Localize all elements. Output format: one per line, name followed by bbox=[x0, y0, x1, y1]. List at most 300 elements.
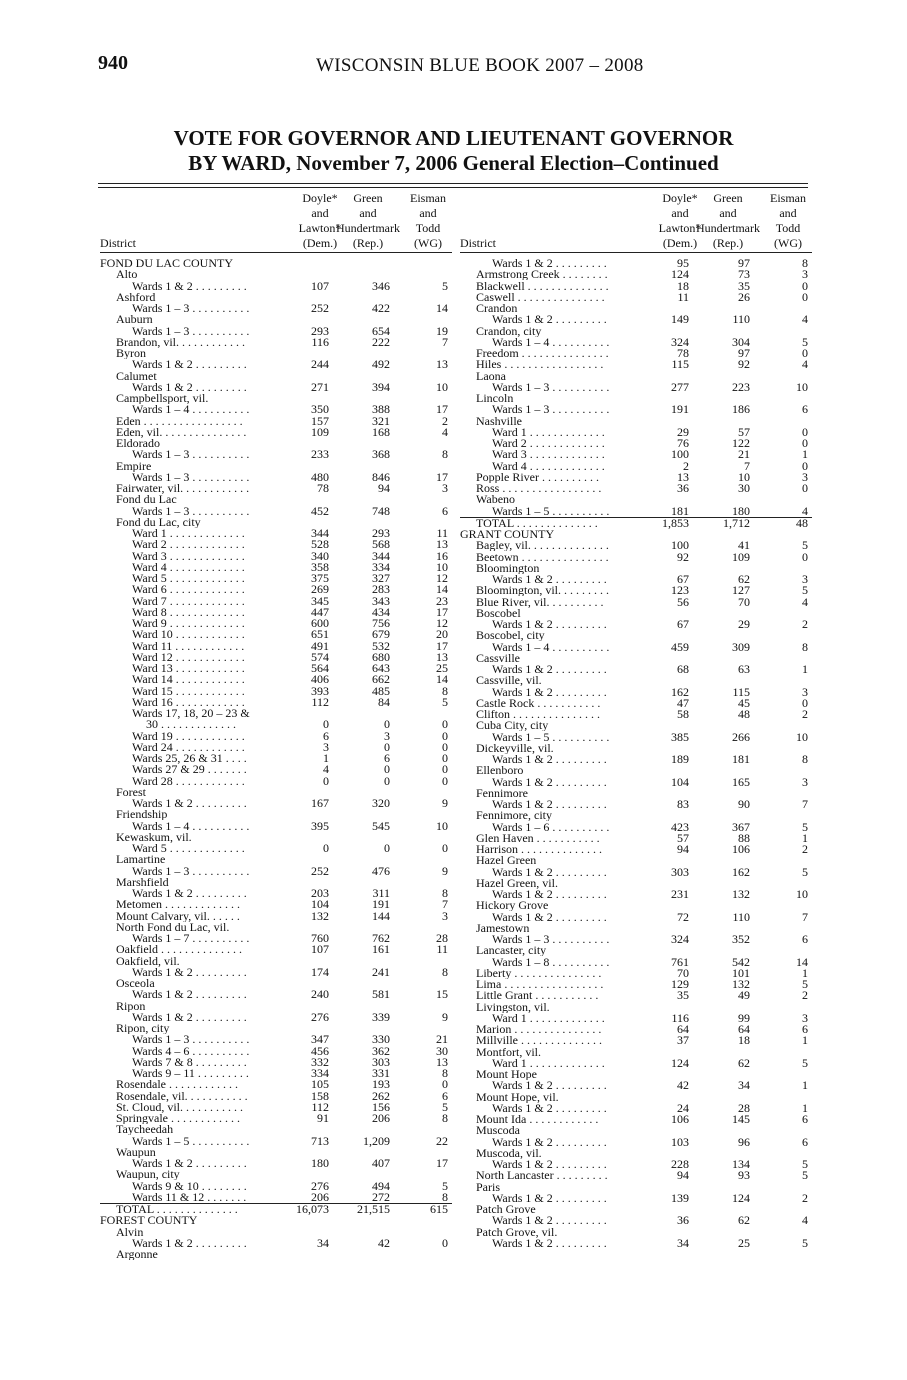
district-label: Patch Grove, vil. bbox=[476, 1226, 558, 1238]
green-votes: 42 bbox=[378, 1235, 390, 1250]
district-label: Rosendale, vil. . . . . . . . . . . bbox=[116, 1090, 248, 1102]
district-label: Wards 1 & 2 . . . . . . . . . bbox=[492, 1102, 607, 1114]
district-label: Ward 8 . . . . . . . . . . . . . bbox=[132, 606, 245, 618]
doyle-votes: 107 bbox=[311, 278, 329, 293]
eisman-votes: 1 bbox=[802, 1100, 808, 1115]
doyle-votes: 91 bbox=[317, 1111, 329, 1125]
district-label: Wards 1 – 3 . . . . . . . . . . bbox=[132, 325, 250, 337]
green-votes: 45 bbox=[738, 695, 750, 710]
table-row bbox=[460, 404, 812, 415]
district-heading-row bbox=[460, 1204, 812, 1215]
district-label: Ward 19 . . . . . . . . . . . . bbox=[132, 730, 245, 742]
eisman-votes: 14 bbox=[436, 582, 448, 597]
district-heading-row bbox=[100, 269, 452, 280]
doyle-votes: 276 bbox=[311, 1178, 329, 1193]
table-row bbox=[100, 1034, 452, 1045]
green-votes: 206 bbox=[372, 1111, 390, 1125]
district-label: North Fond du Lac, vil. bbox=[116, 921, 230, 933]
eisman-votes: 5 bbox=[802, 334, 808, 349]
table-row bbox=[460, 864, 812, 879]
eisman-votes: 0 bbox=[802, 346, 808, 360]
district-label: Lima . . . . . . . . . . . . . . . . . bbox=[476, 979, 604, 990]
district-label: Muscoda, vil. bbox=[476, 1147, 542, 1159]
eisman-votes: 7 bbox=[802, 909, 808, 924]
district-label: Wards 4 – 6 . . . . . . . . . . bbox=[132, 1045, 250, 1057]
district-heading-row bbox=[460, 416, 812, 427]
eisman-votes: 48 bbox=[796, 515, 808, 530]
doyle-votes: 68 bbox=[677, 662, 689, 676]
district-label: Laona bbox=[476, 370, 506, 382]
doyle-header-line: (Dem.) bbox=[662, 236, 698, 250]
green-votes: 64 bbox=[738, 1022, 750, 1036]
district-label: Fennimore bbox=[476, 787, 528, 799]
table-row bbox=[460, 664, 812, 675]
table-row bbox=[100, 424, 452, 439]
green-votes: 106 bbox=[732, 842, 750, 856]
green-votes: 346 bbox=[372, 278, 390, 293]
table-row bbox=[100, 404, 452, 415]
doyle-votes: 139 bbox=[671, 1190, 689, 1205]
green-votes: 90 bbox=[738, 797, 750, 811]
table-row bbox=[460, 729, 812, 744]
eisman-votes: 8 bbox=[802, 752, 808, 766]
eisman-votes: 0 bbox=[802, 695, 808, 710]
eisman-votes: 0 bbox=[802, 424, 808, 439]
eisman-votes: 13 bbox=[436, 357, 448, 372]
district-heading-row bbox=[460, 1148, 812, 1159]
green-votes: 680 bbox=[372, 649, 390, 664]
eisman-votes: 25 bbox=[436, 661, 448, 675]
district-heading-row bbox=[100, 292, 452, 303]
doyle-votes: 456 bbox=[311, 1043, 329, 1058]
eisman-votes: 0 bbox=[442, 717, 448, 732]
district-label: St. Cloud, vil. . . . . . . . . . . bbox=[116, 1101, 244, 1113]
table-row bbox=[460, 639, 812, 654]
title-rule bbox=[98, 183, 808, 184]
district-label: Wards 1 – 8 . . . . . . . . . . bbox=[492, 956, 610, 968]
district-label: Millville . . . . . . . . . . . . . . bbox=[476, 1035, 602, 1047]
district-label: Calumet bbox=[116, 370, 157, 382]
district-label: Wards 1 & 2 . . . . . . . . . bbox=[132, 966, 247, 978]
district-label: Ward 2 . . . . . . . . . . . . . bbox=[492, 438, 605, 449]
doyle-votes: 34 bbox=[677, 1235, 689, 1250]
green-votes: 494 bbox=[372, 1178, 390, 1193]
district-heading-row bbox=[460, 675, 812, 686]
table-row bbox=[100, 663, 452, 674]
table-row bbox=[100, 739, 452, 754]
green-votes: 643 bbox=[372, 661, 390, 675]
green-votes: 181 bbox=[732, 752, 750, 766]
green-votes: 368 bbox=[372, 447, 390, 462]
table-row bbox=[460, 574, 812, 585]
eisman-votes: 7 bbox=[802, 797, 808, 811]
district-label: Wards 1 – 3 . . . . . . . . . . bbox=[132, 505, 250, 517]
table-row bbox=[100, 694, 452, 709]
doyle-votes: 95 bbox=[677, 256, 689, 270]
left-table-header bbox=[100, 190, 452, 253]
eisman-header-line: (WG) bbox=[414, 236, 442, 250]
green-votes: 186 bbox=[732, 402, 750, 417]
green-column-header bbox=[690, 191, 766, 251]
district-heading-row bbox=[460, 945, 812, 956]
district-label: Wards 9 & 10 . . . . . . . . bbox=[132, 1180, 247, 1192]
district-label: FOND DU LAC COUNTY bbox=[100, 258, 234, 269]
green-votes: 330 bbox=[372, 1032, 390, 1047]
eisman-votes: 20 bbox=[436, 627, 448, 642]
district-heading-row bbox=[460, 608, 812, 619]
district-label: Fond du Lac bbox=[116, 494, 177, 506]
eisman-votes: 12 bbox=[436, 571, 448, 585]
district-label: Wards 1 – 5 . . . . . . . . . . bbox=[492, 731, 610, 743]
district-label: Wards 1 – 3 . . . . . . . . . . bbox=[132, 303, 250, 314]
district-heading-row bbox=[460, 1047, 812, 1058]
green-votes: 0 bbox=[384, 717, 390, 732]
table-row bbox=[460, 469, 812, 484]
district-label: Wards 1 – 3 . . . . . . . . . . bbox=[132, 1034, 250, 1046]
district-heading-row bbox=[460, 630, 812, 641]
table-row bbox=[100, 649, 452, 664]
doyle-votes: 104 bbox=[671, 774, 689, 789]
eisman-votes: 5 bbox=[442, 694, 448, 709]
green-votes: 334 bbox=[372, 559, 390, 574]
eisman-votes: 4 bbox=[802, 594, 808, 609]
district-label: Hazel Green bbox=[476, 855, 537, 867]
eisman-votes: 13 bbox=[436, 1054, 448, 1069]
eisman-votes: 0 bbox=[802, 289, 808, 304]
eisman-votes: 10 bbox=[436, 559, 448, 574]
doyle-votes: 16,073 bbox=[296, 1202, 329, 1216]
doyle-votes: 67 bbox=[677, 617, 689, 631]
table-row bbox=[460, 830, 812, 845]
doyle-votes: 385 bbox=[671, 729, 689, 744]
green-votes: 26 bbox=[738, 289, 750, 304]
district-heading-row bbox=[460, 563, 812, 574]
eisman-votes: 17 bbox=[436, 1156, 448, 1170]
green-votes: 262 bbox=[372, 1088, 390, 1103]
table-row bbox=[460, 424, 812, 439]
district-label: Wards 1 – 5 . . . . . . . . . . bbox=[492, 505, 610, 517]
table-row bbox=[100, 469, 452, 484]
right-column bbox=[460, 190, 812, 1249]
district-label: Ripon, city bbox=[116, 1023, 170, 1034]
district-label: Fairwater, vil. . . . . . . . . . . . bbox=[116, 483, 250, 494]
doyle-votes: 528 bbox=[311, 537, 329, 552]
eisman-votes: 0 bbox=[802, 549, 808, 564]
table-row bbox=[460, 289, 812, 304]
table-row bbox=[460, 1010, 812, 1025]
eisman-votes: 8 bbox=[442, 447, 448, 462]
green-votes: 96 bbox=[738, 1134, 750, 1149]
doyle-votes: 252 bbox=[311, 301, 329, 315]
table-row bbox=[100, 753, 452, 764]
table-row bbox=[100, 1068, 452, 1079]
doyle-votes: 459 bbox=[671, 639, 689, 654]
green-header-line: Hundertmark bbox=[696, 221, 760, 235]
green-votes: 84 bbox=[378, 694, 390, 709]
table-row bbox=[100, 559, 452, 574]
green-column-header bbox=[330, 191, 406, 251]
district-heading-row bbox=[100, 461, 452, 472]
doyle-votes: 293 bbox=[311, 323, 329, 338]
eisman-votes: 3 bbox=[442, 908, 448, 923]
doyle-votes: 42 bbox=[677, 1078, 689, 1093]
eisman-votes: 14 bbox=[436, 672, 448, 687]
eisman-votes: 8 bbox=[442, 886, 448, 900]
district-label: Lancaster, city bbox=[476, 945, 547, 957]
eisman-votes: 1 bbox=[802, 447, 808, 462]
table-row bbox=[100, 604, 452, 619]
green-votes: 115 bbox=[732, 684, 750, 699]
doyle-votes: 149 bbox=[671, 312, 689, 327]
district-label: Freedom . . . . . . . . . . . . . . . bbox=[476, 348, 609, 359]
eisman-votes: 1 bbox=[802, 1078, 808, 1093]
district-label: Wards 1 – 3 . . . . . . . . . . bbox=[492, 404, 610, 416]
green-votes: 30 bbox=[738, 481, 750, 495]
doyle-votes: 64 bbox=[677, 1022, 689, 1036]
district-label: Little Grant . . . . . . . . . . . bbox=[476, 990, 599, 1002]
eisman-header-line: Eisman bbox=[410, 191, 446, 205]
eisman-votes: 0 bbox=[442, 1235, 448, 1250]
district-heading-row bbox=[460, 393, 812, 404]
district-label: Wards 1 & 2 . . . . . . . . . bbox=[492, 799, 607, 810]
doyle-votes: 181 bbox=[671, 503, 689, 518]
district-heading-row bbox=[100, 809, 452, 820]
district-heading-row bbox=[100, 787, 452, 798]
district-label: Wards 1 & 2 . . . . . . . . . bbox=[492, 911, 607, 923]
green-votes: 34 bbox=[738, 1078, 750, 1093]
district-label: Clifton . . . . . . . . . . . . . . . bbox=[476, 709, 601, 720]
table-row bbox=[100, 728, 452, 743]
district-heading-row bbox=[460, 1069, 812, 1080]
green-votes: 654 bbox=[372, 323, 390, 338]
eisman-votes: 15 bbox=[436, 987, 448, 1002]
doyle-votes: 67 bbox=[677, 572, 689, 586]
table-row bbox=[460, 438, 812, 449]
district-label: Wards 1 – 4 . . . . . . . . . . bbox=[132, 820, 250, 832]
green-votes: 134 bbox=[732, 1157, 750, 1171]
table-row bbox=[100, 1133, 452, 1148]
doyle-votes: 78 bbox=[677, 346, 689, 360]
doyle-votes: 83 bbox=[677, 797, 689, 811]
table-row bbox=[460, 549, 812, 564]
district-label: Wards 1 & 2 . . . . . . . . . bbox=[492, 1159, 607, 1170]
district-label: Wards 1 & 2 . . . . . . . . . bbox=[492, 866, 607, 878]
table-row bbox=[100, 334, 452, 349]
doyle-votes: 406 bbox=[311, 672, 329, 687]
doyle-votes: 4 bbox=[323, 762, 329, 777]
table-row bbox=[460, 1024, 812, 1035]
district-heading-row bbox=[460, 743, 812, 754]
green-votes: 92 bbox=[738, 357, 750, 372]
eisman-votes: 1 bbox=[802, 1033, 808, 1048]
district-label: Wards 1 & 2 . . . . . . . . . bbox=[132, 989, 247, 1001]
district-heading-row bbox=[100, 854, 452, 865]
district-heading-row bbox=[460, 529, 812, 540]
table-row bbox=[100, 548, 452, 563]
eisman-votes: 10 bbox=[796, 379, 808, 394]
green-votes: 165 bbox=[732, 774, 750, 789]
eisman-header-line: (WG) bbox=[774, 236, 802, 250]
green-votes: 321 bbox=[372, 413, 390, 428]
table-row bbox=[460, 619, 812, 630]
table-row bbox=[460, 379, 812, 394]
table-subtitle: BY WARD, November 7, 2006 General Election–Continued bbox=[188, 151, 719, 175]
eisman-votes: 6 bbox=[802, 1022, 808, 1036]
table-row bbox=[100, 593, 452, 608]
eisman-votes: 0 bbox=[442, 728, 448, 743]
district-label: Lincoln bbox=[476, 393, 514, 404]
district-label: Ashford bbox=[116, 291, 156, 303]
green-votes: 29 bbox=[738, 617, 750, 631]
district-label: Montfort, vil. bbox=[476, 1046, 541, 1058]
table-row bbox=[100, 888, 452, 899]
table-row bbox=[100, 843, 452, 854]
green-votes: 101 bbox=[732, 965, 750, 980]
district-label: Jamestown bbox=[476, 922, 530, 934]
eisman-votes: 5 bbox=[802, 1157, 808, 1171]
doyle-votes: 0 bbox=[323, 717, 329, 732]
green-votes: 1,209 bbox=[363, 1133, 390, 1148]
eisman-votes: 0 bbox=[442, 751, 448, 765]
doyle-votes: 233 bbox=[311, 447, 329, 462]
table-row bbox=[100, 413, 452, 428]
green-votes: 62 bbox=[738, 1213, 750, 1228]
green-votes: 180 bbox=[732, 503, 750, 518]
eisman-header-line: Todd bbox=[415, 221, 441, 235]
green-votes: 3 bbox=[384, 728, 390, 743]
district-label: Friendship bbox=[116, 809, 168, 821]
district-label: Harrison . . . . . . . . . . . . . . bbox=[476, 844, 602, 855]
doyle-votes: 395 bbox=[311, 818, 329, 833]
district-header: District bbox=[100, 236, 136, 250]
eisman-votes: 8 bbox=[442, 1066, 448, 1080]
doyle-votes: 244 bbox=[311, 357, 329, 372]
green-header-line: (Rep.) bbox=[712, 236, 744, 250]
table-row bbox=[100, 323, 452, 338]
district-label: Marion . . . . . . . . . . . . . . . bbox=[476, 1024, 602, 1035]
district-heading-row bbox=[460, 878, 812, 889]
eisman-votes: 5 bbox=[802, 819, 808, 834]
green-votes: 846 bbox=[372, 469, 390, 484]
doyle-votes: 252 bbox=[311, 863, 329, 878]
eisman-header-line: Todd bbox=[775, 221, 801, 235]
doyle-votes: 3 bbox=[323, 739, 329, 754]
doyle-votes: 167 bbox=[311, 796, 329, 810]
table-row bbox=[460, 909, 812, 924]
table-row bbox=[100, 908, 452, 923]
green-votes: 162 bbox=[732, 864, 750, 879]
green-votes: 266 bbox=[732, 729, 750, 744]
district-label: Crandon, city bbox=[476, 325, 542, 337]
eisman-votes: 3 bbox=[802, 684, 808, 699]
green-votes: 367 bbox=[732, 819, 750, 834]
doyle-votes: 269 bbox=[311, 582, 329, 597]
district-label: Oakfield, vil. bbox=[116, 955, 180, 967]
eisman-votes: 6 bbox=[802, 402, 808, 417]
eisman-votes: 5 bbox=[442, 1099, 448, 1114]
district-label: Ward 5 . . . . . . . . . . . . . bbox=[132, 843, 245, 854]
table-row bbox=[460, 844, 812, 855]
table-row bbox=[460, 594, 812, 609]
district-label: Ward 11 . . . . . . . . . . . . bbox=[132, 640, 245, 652]
table-row bbox=[460, 348, 812, 359]
district-label: Cassville, vil. bbox=[476, 675, 542, 687]
green-votes: 320 bbox=[372, 796, 390, 810]
table-row bbox=[100, 1113, 452, 1124]
table-row bbox=[460, 819, 812, 834]
eisman-votes: 0 bbox=[802, 458, 808, 473]
district-label: Ward 1 . . . . . . . . . . . . . bbox=[492, 1012, 605, 1024]
doyle-votes: 564 bbox=[311, 661, 329, 675]
eisman-votes: 30 bbox=[436, 1043, 448, 1058]
district-label: Castle Rock . . . . . . . . . . . bbox=[476, 697, 601, 709]
table-row bbox=[460, 1134, 812, 1149]
district-label: Wards 1 & 2 . . . . . . . . . bbox=[132, 381, 247, 393]
green-votes: 434 bbox=[372, 604, 390, 619]
green-votes: 122 bbox=[732, 436, 750, 450]
green-votes: 63 bbox=[738, 662, 750, 676]
table-row bbox=[460, 540, 812, 551]
green-votes: 0 bbox=[384, 773, 390, 788]
district-label: Alvin bbox=[116, 1226, 144, 1238]
table-row bbox=[100, 989, 452, 1000]
eisman-votes: 0 bbox=[802, 278, 808, 293]
doyle-votes: 347 bbox=[311, 1032, 329, 1047]
district-label: Crandon bbox=[476, 303, 518, 314]
table-row bbox=[460, 1159, 812, 1170]
district-label: Marshfield bbox=[116, 876, 169, 888]
green-votes: 7 bbox=[744, 458, 750, 473]
eisman-votes: 7 bbox=[442, 334, 448, 349]
table-row bbox=[460, 774, 812, 789]
district-label: Empire bbox=[116, 460, 152, 472]
table-row bbox=[100, 964, 452, 979]
district-heading-row bbox=[100, 1124, 452, 1135]
table-row bbox=[100, 719, 452, 730]
doyle-votes: 344 bbox=[311, 526, 329, 540]
district-label: Wards 1 – 3 . . . . . . . . . . bbox=[132, 471, 250, 483]
eisman-votes: 1 bbox=[802, 830, 808, 845]
table-row bbox=[460, 990, 812, 1001]
district-label: Wards 1 – 3 . . . . . . . . . . bbox=[132, 865, 250, 877]
table-row bbox=[100, 773, 452, 788]
doyle-votes: 2 bbox=[683, 458, 689, 473]
district-label: Blue River, vil. . . . . . . . . . bbox=[476, 596, 604, 608]
district-label: Ward 15 . . . . . . . . . . . . bbox=[132, 685, 245, 697]
doyle-votes: 37 bbox=[677, 1033, 689, 1048]
green-votes: 73 bbox=[738, 267, 750, 282]
district-label: Bloomington, vil. . . . . . . . . bbox=[476, 585, 610, 597]
district-label: Wards 1 & 2 . . . . . . . . . bbox=[132, 1237, 247, 1249]
eisman-votes: 12 bbox=[436, 616, 448, 630]
eisman-votes: 5 bbox=[802, 977, 808, 991]
district-label: Wards 1 & 2 . . . . . . . . . bbox=[492, 574, 607, 585]
district-label: Osceola bbox=[116, 978, 155, 989]
district-label: Wards 1 & 2 . . . . . . . . . bbox=[132, 1011, 247, 1023]
district-label: Wards 1 & 2 . . . . . . . . . bbox=[492, 686, 607, 698]
green-votes: 679 bbox=[372, 627, 390, 642]
district-label: Ward 5 . . . . . . . . . . . . . bbox=[132, 573, 245, 584]
table-row bbox=[100, 503, 452, 518]
doyle-votes: 109 bbox=[311, 424, 329, 439]
district-label: Wards 1 – 6 . . . . . . . . . . bbox=[492, 821, 610, 833]
district-label: Ward 1 . . . . . . . . . . . . . bbox=[492, 426, 605, 438]
doyle-votes: 651 bbox=[311, 627, 329, 642]
green-votes: 70 bbox=[738, 594, 750, 609]
district-label: Cuba City, city bbox=[476, 720, 549, 732]
doyle-votes: 112 bbox=[311, 1099, 329, 1114]
district-heading-row bbox=[100, 708, 452, 719]
